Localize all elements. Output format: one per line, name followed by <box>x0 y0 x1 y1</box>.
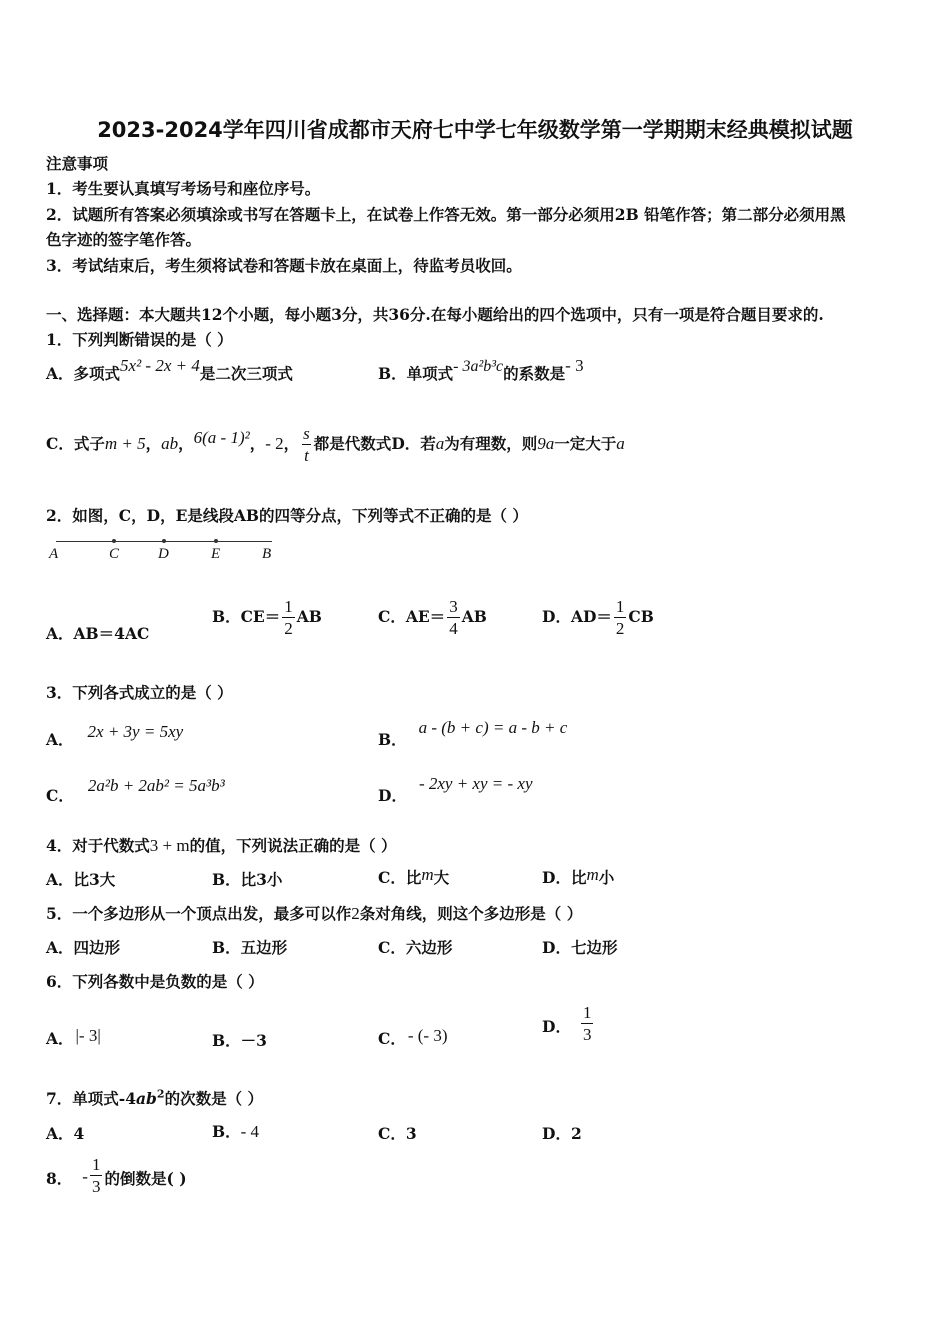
q4-option-d: D．比m小 <box>542 865 615 887</box>
q1-c-prefix: C．式子 <box>46 434 105 453</box>
q3-option-b: B．a - (b + c) = a - b + c <box>378 718 568 749</box>
notice-item-3: 3．考试结束后，考生须将试卷和答题卡放在桌面上，待监考员收回。 <box>46 256 522 275</box>
q7-option-b: B．- 4 <box>212 1122 260 1141</box>
q1-c-expr-1: m + 5 <box>104 434 146 453</box>
q7-option-d: D．2 <box>542 1124 582 1143</box>
q1-d-var-a: a <box>435 434 445 453</box>
q5-stem: 5．一个多边形从一个顶点出发，最多可以作2条对角线，则这个多边形是（ ） <box>46 904 583 923</box>
q5-option-d: D．七边形 <box>542 938 618 957</box>
q4-option-a: A．比3大 <box>46 870 116 889</box>
q2-option-c: C．AE＝ $\frac{3}{4}$ AB <box>378 597 487 638</box>
q1-option-b <box>378 356 584 384</box>
q1-a-prefix: A．多项式 <box>46 364 121 383</box>
point-label-d: D <box>158 546 169 562</box>
q1-d-suffix: 一定大于 <box>554 434 617 453</box>
q1-b-expr: - 3a²b³c <box>453 358 504 375</box>
q1-d-prefix: D．若 <box>391 434 436 453</box>
notice-item-2a: 2．试题所有答案必须填涂或书写在答题卡上，在试卷上作答无效。第一部分必须用2B 铅笔作答；第二部分必须用黑 <box>46 205 846 224</box>
q1-c-suffix: 都是代数式 <box>313 434 392 453</box>
q5-option-b: B．五边形 <box>212 938 288 957</box>
point-label-e: E <box>211 546 221 562</box>
q4-option-c: C．比m大 <box>378 865 450 887</box>
point-label-c: C <box>109 546 120 562</box>
q5-option-a: A．四边形 <box>46 938 121 957</box>
q1-option-a <box>46 356 293 384</box>
q6-option-b: B．－3 <box>212 1031 267 1050</box>
q1-d-expr-9a: 9a <box>537 434 555 453</box>
q1-c-expr-3: 6(a - 1)² <box>193 428 250 447</box>
q7-option-c: C．3 <box>378 1124 417 1143</box>
q3-stem: 3．下列各式成立的是（ ） <box>46 683 233 702</box>
q1-c-expr-4: - 2 <box>265 434 284 453</box>
q1-d-var-a2: a <box>616 434 625 453</box>
q1-a-expr: 5x² - 2x + 4 <box>120 356 200 375</box>
q5-option-c: C．六边形 <box>378 938 453 957</box>
section-heading: 一、选择题：本大题共12个小题，每小题3分，共36分.在每小题给出的四个选项中，只有一项是符合题目要求的. <box>46 305 824 324</box>
q1-c-expr-2: ab <box>161 434 179 453</box>
notice-item-1: 1．考生要认真填写考场号和座位序号。 <box>46 179 321 198</box>
q1-c-fraction: $\frac{s}{t}$ <box>303 424 310 465</box>
q6-option-a: A． |- 3| <box>46 1026 101 1048</box>
q1-d-middle: 为有理数，则 <box>444 434 538 453</box>
q2-b-fraction: $\frac{1}{2}$ <box>284 597 293 638</box>
q7-stem: 7．单项式$-4ab^2$的次数是（ ） <box>46 1087 263 1108</box>
page-title: 2023-2024学年四川省成都市天府七中学七年级数学第一学期期末经典模拟试题 <box>97 118 853 142</box>
q3-option-c: C．2a²b + 2ab² = 5a³b³ <box>46 776 225 805</box>
q1-option-c: C．式子m + 5，ab，6(a - 1)²，- 2， $\frac{s}{t}$ 都是代数式D．若a为有理数，则9a一定大于a <box>46 424 625 465</box>
point-c-dot <box>112 539 116 543</box>
q2-option-d: D．AD＝ $\frac{1}{2}$ CB <box>542 597 654 638</box>
point-e-dot <box>214 539 218 543</box>
q8-stem: 8． - $\frac{1}{3}$ 的倒数是( ) <box>46 1155 187 1196</box>
q1-b-suffix: 的系数是 <box>503 364 566 383</box>
q6-option-c: C． - (- 3) <box>378 1026 448 1048</box>
q3-option-a: A． 2x + 3y = 5xy <box>46 722 184 749</box>
q6-option-d: D． $\frac{1}{3}$ <box>542 1003 592 1044</box>
q6-d-fraction: $\frac{1}{3}$ <box>582 1003 592 1044</box>
q2-option-b: B．CE＝ $\frac{1}{2}$ AB <box>212 597 322 638</box>
q4-stem: 4．对于代数式3 + m的值，下列说法正确的是（ ） <box>46 836 397 855</box>
point-label-b: B <box>262 546 272 562</box>
q1-stem: 1．下列判断错误的是（ ） <box>46 330 233 349</box>
q2-d-fraction: $\frac{1}{2}$ <box>615 597 625 638</box>
q2-option-a: A．AB＝4AC <box>46 624 150 643</box>
notice-item-2b: 色字迹的签字笔作答。 <box>46 230 202 249</box>
q1-a-suffix: 是二次三项式 <box>199 364 293 383</box>
q4-option-b: B．比3小 <box>212 870 283 889</box>
q3-option-d: D．- 2xy + xy = - xy <box>378 774 533 805</box>
q4-expr: 3 + m <box>149 836 190 855</box>
point-d-dot <box>162 539 166 543</box>
q7-option-a: A．4 <box>46 1124 85 1143</box>
q2-stem: 2．如图，C，D，E是线段AB的四等分点，下列等式不正确的是（ ） <box>46 506 528 525</box>
notice-heading: 注意事项 <box>46 154 109 173</box>
point-label-a: A <box>49 546 59 562</box>
q1-b-prefix: B．单项式 <box>378 364 454 383</box>
q1-b-value: - 3 <box>565 356 584 375</box>
q6-stem: 6．下列各数中是负数的是（ ） <box>46 972 264 991</box>
q8-fraction: $\frac{1}{3}$ <box>91 1155 101 1196</box>
q2-c-fraction: $\frac{3}{4}$ <box>449 597 458 638</box>
